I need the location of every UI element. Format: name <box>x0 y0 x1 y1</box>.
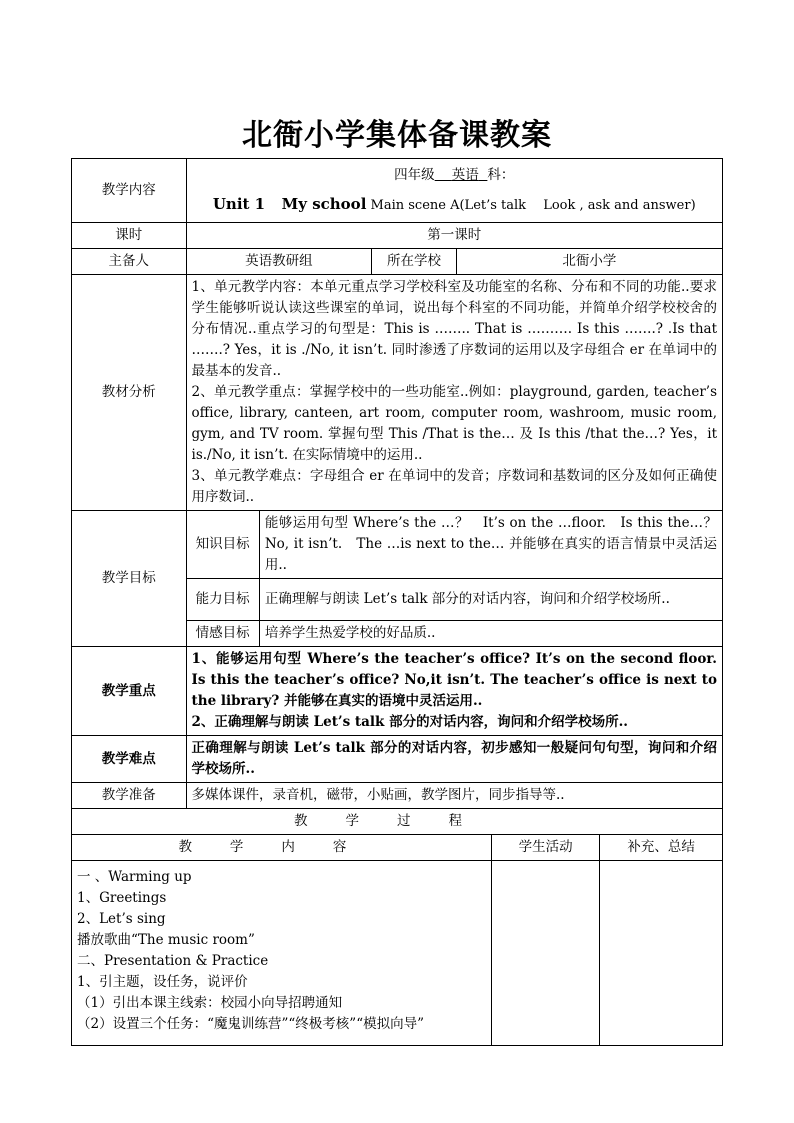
process-line: （2）设置三个任务：“魔鬼训练营”“终极考核”“模拟向导” <box>77 1016 424 1032</box>
period-row <box>72 223 723 249</box>
process-line: 二、Presentation & Practice <box>77 953 269 969</box>
student-activity-cell <box>491 861 599 1046</box>
emotion-goal-label: 情感目标 <box>186 621 259 647</box>
process-col-student: 学生活动 <box>491 835 599 861</box>
process-line: 一 、Warming up <box>77 869 192 885</box>
teaching-content-value <box>186 159 722 223</box>
period-value: 第一课时 <box>186 223 722 249</box>
difficulties-row <box>72 736 723 783</box>
key-points-label: 教学重点 <box>72 647 187 736</box>
difficulties-text: 正确理解与朗读 Let’s talk 部分的对话内容，初步感知一般疑问句句型，询问和介绍学校场所.. <box>186 736 722 783</box>
lesson-plan-table <box>71 158 723 1046</box>
school-label: 所在学校 <box>372 249 456 275</box>
page-title: 北衙小学集体备课教案 <box>242 118 552 153</box>
process-line: 1、Greetings <box>77 890 167 906</box>
unit-line <box>192 194 717 216</box>
process-header: 教学过程 <box>72 809 723 835</box>
process-line: （1）引出本课主线索：校园小向导招聘通知 <box>77 995 343 1011</box>
process-col-notes: 补充、总结 <box>600 835 723 861</box>
key-point: 2、正确理解与朗读 Let’s talk 部分的对话内容，询问和介绍学校场所.. <box>191 714 628 730</box>
material-analysis-row <box>72 275 723 511</box>
analysis-paragraph: 3、单元教学难点：字母组合 er 在单词中的发音；序数词和基数词的区分及如何正确使用序数词.. <box>191 468 717 505</box>
teaching-content-label: 教学内容 <box>72 159 187 223</box>
key-points-row <box>72 647 723 736</box>
preparation-row <box>72 783 723 809</box>
process-line: 2、Let’s sing <box>77 911 166 927</box>
grade: 四年级 <box>394 167 435 183</box>
process-columns-row <box>72 835 723 861</box>
knowledge-goal-label: 知识目标 <box>186 511 259 579</box>
process-line: 播放歌曲“The music room” <box>77 932 255 948</box>
difficulties-label: 教学难点 <box>72 736 187 783</box>
preparer-value: 英语教研组 <box>186 249 372 275</box>
process-header-row <box>72 809 723 835</box>
school-value: 北衙小学 <box>456 249 722 275</box>
ability-goal-text: 正确理解与朗读 Let’s talk 部分的对话内容，询问和介绍学校场所.. <box>259 579 722 621</box>
subject-suffix: 科： <box>487 167 515 183</box>
objectives-knowledge-row <box>72 511 723 579</box>
process-body-row <box>72 861 723 1046</box>
emotion-goal-text: 培养学生热爱学校的好品质.. <box>259 621 722 647</box>
teaching-content-row <box>72 159 723 223</box>
objectives-label: 教学目标 <box>72 511 187 647</box>
grade-subject-line <box>192 165 717 186</box>
preparation-text: 多媒体课件，录音机，磁带，小贴画，教学图片，同步指导等.. <box>186 783 722 809</box>
analysis-paragraph: 1、单元教学内容：本单元重点学习学校科室及功能室的名称、分布和不同的功能..要求学生能够听说认读这些课室的单词，说出每个科室的不同功能，并简单介绍学校校舍的分布情况..重点学习的句型是：This is …….. That is ………. Is this …….? .Is that …….? Yes，it is ./No, it isn’t. 同时渗透了序数词的运用以及字母组合 er 在单词中的最基本的发音.. <box>191 279 717 379</box>
process-line: 1、引主题，设任务，说评价 <box>77 974 248 990</box>
process-content <box>72 861 492 1046</box>
unit-detail: Main scene A(Let’s talk Look , ask and answer) <box>370 198 696 213</box>
unit-name: My school <box>281 195 367 213</box>
notes-cell <box>600 861 723 1046</box>
subject: 英语 <box>451 167 479 183</box>
key-points-content <box>186 647 722 736</box>
ability-goal-label: 能力目标 <box>186 579 259 621</box>
period-label: 课时 <box>72 223 187 249</box>
preparer-row <box>72 249 723 275</box>
preparation-label: 教学准备 <box>72 783 187 809</box>
key-point: 1、能够运用句型 Where’s the teacher’s office? It’s on the second floor. Is this the teacher’s office? No,it isn’t. The teacher’s office is next to the library? 并能够在真实的语境中灵活运用.. <box>191 651 717 709</box>
analysis-paragraph: 2、单元教学重点：掌握学校中的一些功能室..例如：playground, garden, teacher’s office, library, canteen, art room, computer room, washroom, music room, gym, and TV room. 掌握句型 This /That is the… 及 Is this /that the…? Yes，it is./No, it isn’t. 在实际情境中的运用.. <box>191 384 717 463</box>
material-analysis-label: 教材分析 <box>72 275 187 511</box>
process-col-content: 教学内容 <box>72 835 492 861</box>
material-analysis-content <box>186 275 722 511</box>
preparer-label: 主备人 <box>72 249 187 275</box>
knowledge-goal-text: 能够运用句型 Where’s the …？ It’s on the …floor. Is this the…？ No, it isn’t. The …is next to the… 并能够在真实的语言情景中灵活运用.. <box>259 511 722 579</box>
unit-number: Unit 1 <box>212 195 266 213</box>
